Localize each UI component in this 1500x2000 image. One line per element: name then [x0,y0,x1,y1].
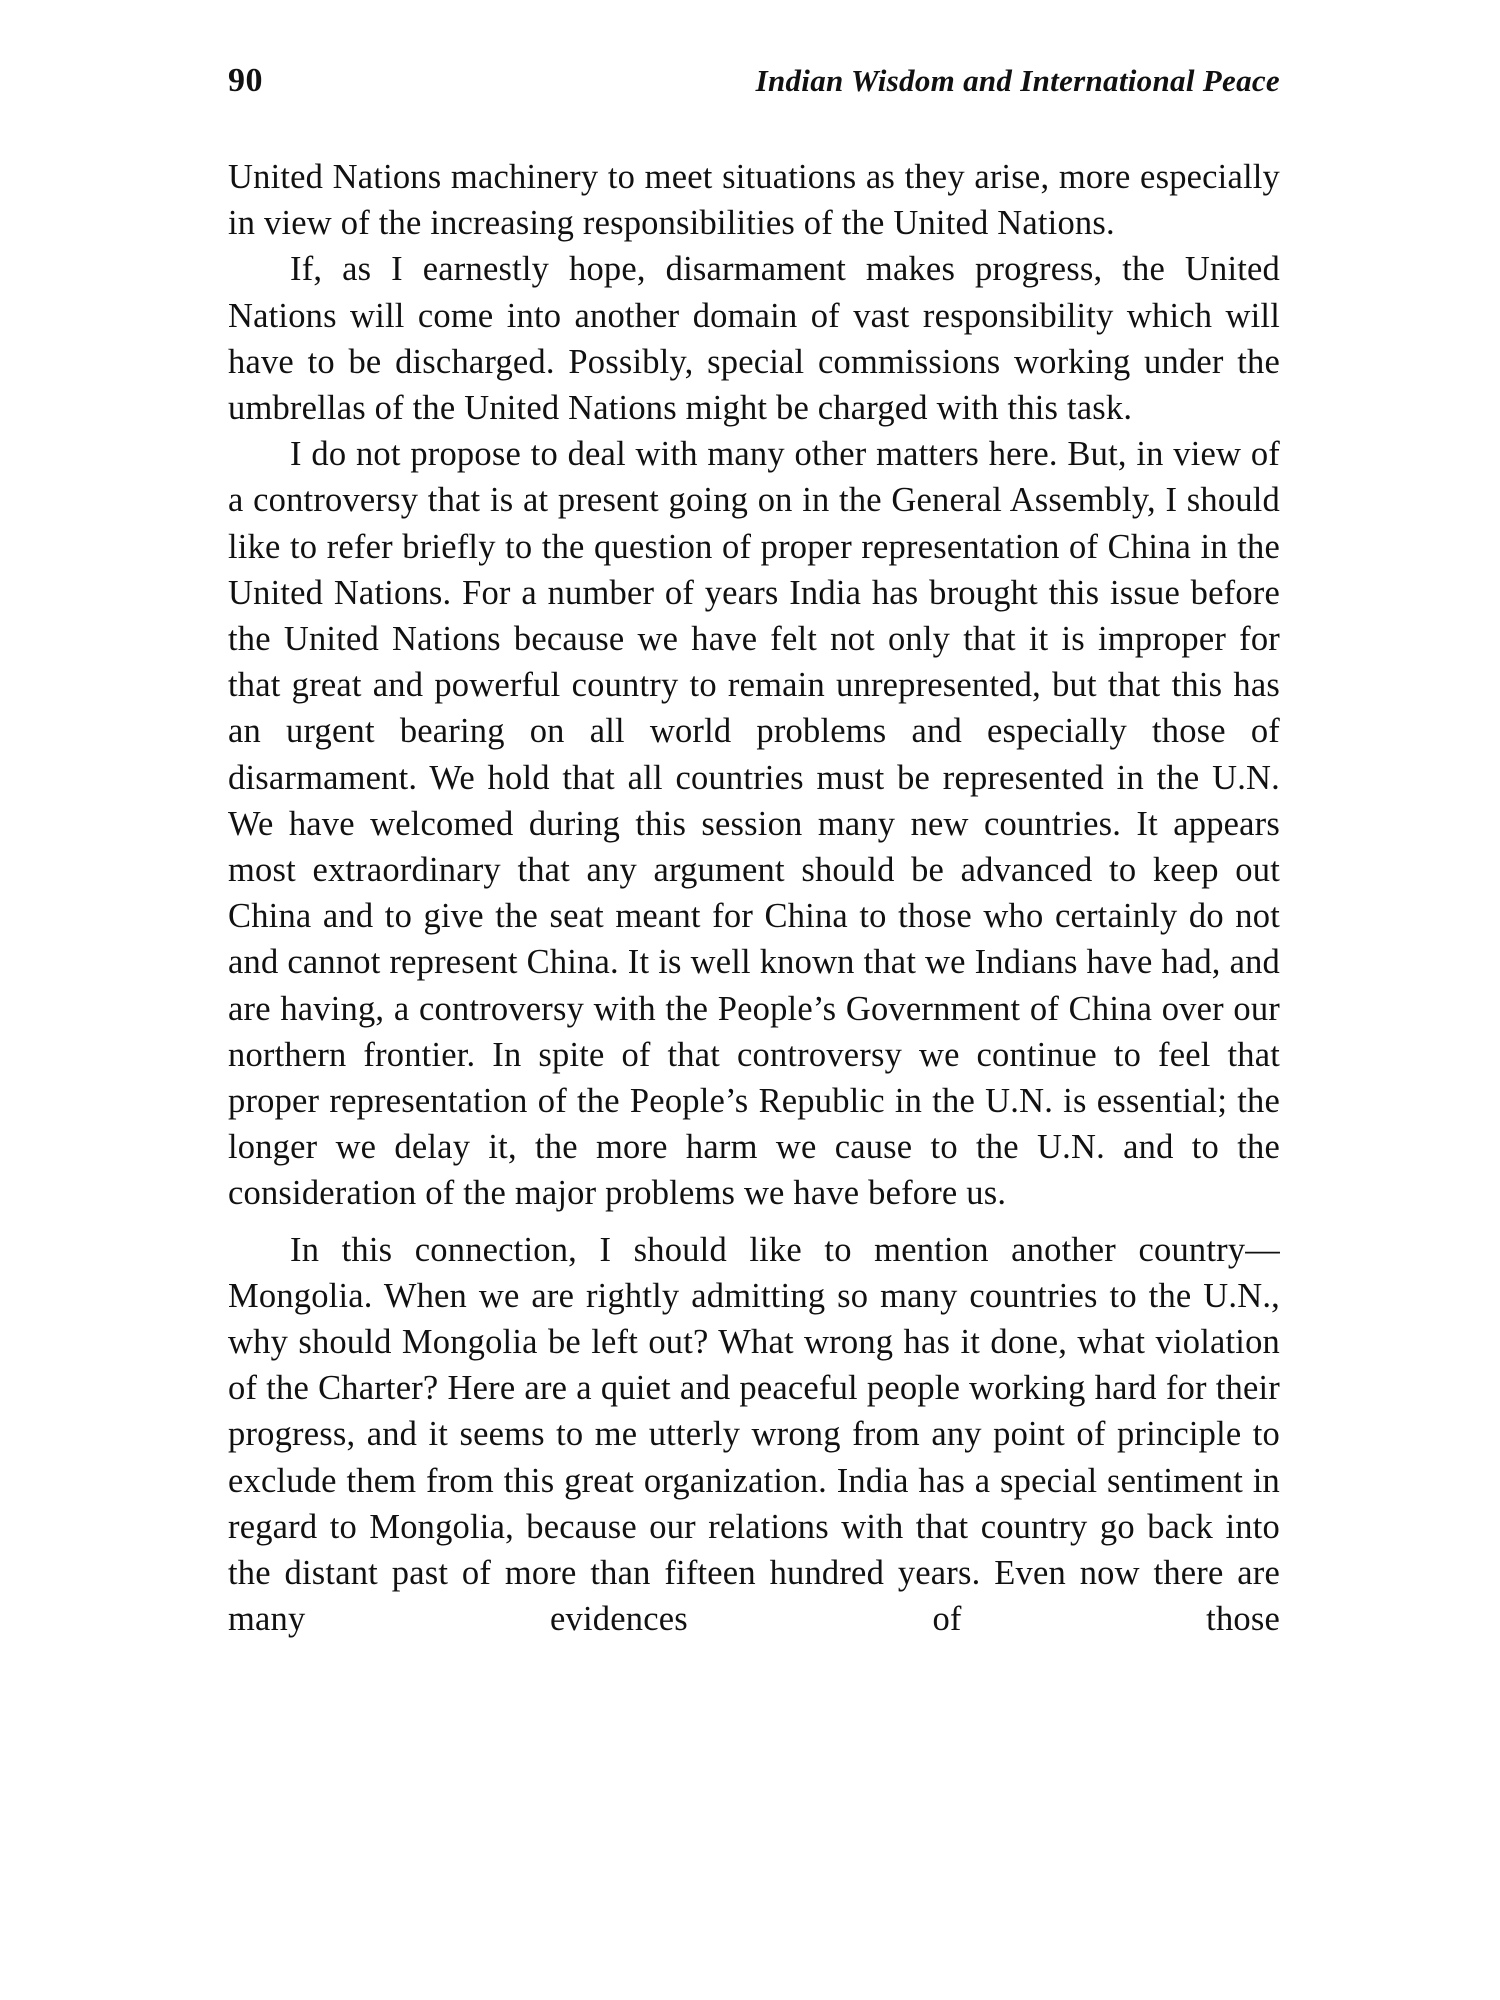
paragraph-3: I do not propose to deal with many other matters here. But, in view of a controversy that is at present going on in the General Assembly, I should like to refer briefly to the question of proper representation of China in the United Nations. For a number of years India has brought this issue before the United Nations because we have felt not only that it is improper for that great and powerful country to remain unrepresented, but that this has an urgent bearing on all world problems and especially those of disarmament. We hold that all countries must be represented in the U.N. We have welcomed during this session many new countries. It appears most extraordinary that any argument should be advanced to keep out China and to give the seat meant for China to those who certainly do not and cannot represent China. It is well known that we Indians have had, and are having, a controversy with the People’s Government of China over our northern frontier. In spite of that controversy we continue to feel that proper representation of the People’s Republic in the U.N. is essential; the longer we delay it, the more harm we cause to the U.N. and to the consideration of the major problems we have before us. [228,435,1280,1213]
body-text [228,154,1280,1643]
page-number: 90 [228,62,263,99]
book-page [228,62,1280,1643]
paragraph-2: If, as I earnestly hope, disarmament makes progress, the United Nations will come into another domain of vast responsibility which will have to be discharged. Possibly, special commissions working under the umbrellas of the United Nations might be charged with this task. [228,250,1280,428]
running-head [228,62,1280,120]
book-title: Indian Wisdom and International Peace [755,63,1280,98]
paragraph-1: United Nations machinery to meet situations as they arise, more especially in view of the increasing responsibilities of the United Nations. [228,158,1280,243]
paragraph-4: In this connection, I should like to mention another country—Mongolia. When we are rightly admitting so many countries to the U.N., why should Mongolia be left out? What wrong has it done, what violation of the Charter? Here are a quiet and peaceful people working hard for their progress, and it seems to me utterly wrong from any point of principle to exclude them from this great organization. India has a special sentiment in regard to Mongolia, because our relations with that country go back into the distant past of more than fifteen hundred years. Even now there are many evidences of those [228,1230,1280,1639]
